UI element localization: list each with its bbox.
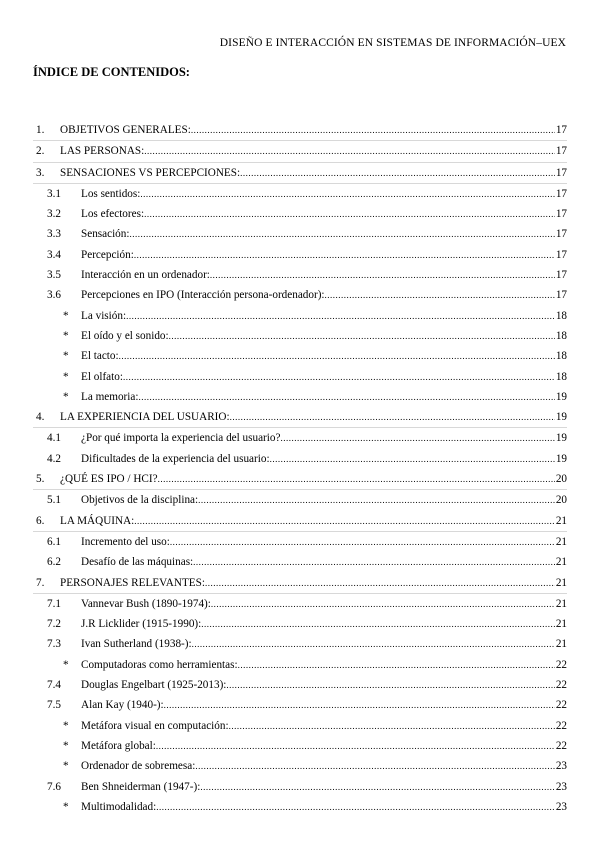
toc-entry-number: * xyxy=(63,390,69,403)
toc-entry[interactable] xyxy=(33,797,567,817)
toc-entry[interactable] xyxy=(33,634,567,654)
toc-entry-number: * xyxy=(63,719,69,732)
toc-entry-number: 5.1 xyxy=(47,494,61,507)
dot-leader xyxy=(134,245,555,265)
toc-entry[interactable] xyxy=(33,407,567,428)
toc-entry-page-number: 22 xyxy=(555,699,567,712)
dot-leader xyxy=(195,756,554,776)
toc-entry-number: 4.2 xyxy=(47,452,61,465)
toc-entry[interactable] xyxy=(33,449,567,469)
running-header: DISEÑO E INTERACCIÓN EN SISTEMAS DE INFORMACIÓN–UEX xyxy=(219,37,566,49)
toc-entry[interactable] xyxy=(33,736,567,756)
toc-entry-line xyxy=(81,285,567,305)
toc-entry-number: 7.4 xyxy=(47,679,61,692)
toc-entry-line xyxy=(81,449,567,469)
toc-entry-label: Los sentidos: xyxy=(81,187,141,200)
toc-entry-number: 3.6 xyxy=(47,289,61,302)
toc-entry-line xyxy=(60,163,567,183)
toc-entry-label: Objetivos de la disciplina: xyxy=(81,494,199,507)
toc-entry-page-number: 17 xyxy=(555,145,567,158)
toc-entry-line xyxy=(81,532,567,552)
toc-entry-line xyxy=(81,224,567,244)
dot-leader xyxy=(158,469,555,489)
toc-entry-line xyxy=(81,184,567,204)
toc-entry[interactable] xyxy=(33,306,567,326)
toc-entry[interactable] xyxy=(33,326,567,346)
toc-entry-page-number: 18 xyxy=(555,370,567,383)
toc-title: ÍNDICE DE CONTENIDOS: xyxy=(33,65,190,79)
toc-entry-label: Metáfora global: xyxy=(81,739,156,752)
toc-entry-page-number: 22 xyxy=(555,719,567,732)
toc-entry[interactable] xyxy=(33,756,567,776)
toc-entry-number: 7.5 xyxy=(47,699,61,712)
toc-entry-number: * xyxy=(63,309,69,322)
toc-entry-line xyxy=(81,797,567,817)
dot-leader xyxy=(193,552,555,572)
toc-entry[interactable] xyxy=(33,614,567,634)
toc-entry-number: * xyxy=(63,658,69,671)
toc-entry-line xyxy=(81,265,567,285)
toc-entry[interactable] xyxy=(33,428,567,448)
toc-entry-line xyxy=(81,655,567,675)
toc-entry-page-number: 21 xyxy=(555,576,567,589)
toc-entry-page-number: 18 xyxy=(555,350,567,363)
toc-entry-label: Douglas Engelbart (1925-2013): xyxy=(81,679,227,692)
toc-entry-number: * xyxy=(63,739,69,752)
toc-entry-page-number: 19 xyxy=(555,452,567,465)
toc-entry-number: 7.3 xyxy=(47,638,61,651)
toc-entry-line xyxy=(60,511,567,531)
toc-entry-number: 3.1 xyxy=(47,187,61,200)
toc-entry[interactable] xyxy=(33,367,567,387)
dot-leader xyxy=(170,532,555,552)
toc-entry-label: Incremento del uso: xyxy=(81,535,170,548)
toc-entry-number: 7. xyxy=(36,576,45,589)
toc-entry-page-number: 19 xyxy=(555,432,567,445)
toc-entry-label: El tacto: xyxy=(81,350,119,363)
dot-leader xyxy=(226,675,554,695)
toc-entry-label: Sensación: xyxy=(81,228,130,241)
dot-leader xyxy=(129,224,554,244)
toc-entry[interactable] xyxy=(33,346,567,366)
toc-entry-label: La visión: xyxy=(81,309,127,322)
toc-entry-page-number: 21 xyxy=(555,638,567,651)
dot-leader xyxy=(134,511,555,531)
toc-entry-number: 6.2 xyxy=(47,556,61,569)
dot-leader xyxy=(280,428,554,448)
toc-entry-page-number: 21 xyxy=(555,618,567,631)
dot-leader xyxy=(169,326,555,346)
toc-entry[interactable] xyxy=(33,265,567,285)
toc-entry-line xyxy=(81,777,567,797)
toc-entry-line xyxy=(81,594,567,614)
toc-entry-line xyxy=(81,204,567,224)
toc-entry-label: OBJETIVOS GENERALES: xyxy=(60,124,191,136)
toc-entry-label: El olfato: xyxy=(81,370,123,383)
dot-leader xyxy=(164,695,555,715)
dot-leader xyxy=(156,736,555,756)
toc-entry-label: ¿QUÉ ES IPO / HCI? xyxy=(60,473,158,486)
toc-entry-line xyxy=(60,407,567,427)
toc-entry-number: * xyxy=(63,350,69,363)
toc-entry-label: La memoria: xyxy=(81,390,139,403)
toc-entry-label: Percepciones en IPO (Interacción persona-ordenador): xyxy=(81,289,325,302)
toc-entry-number: 4. xyxy=(36,411,45,424)
toc-entry-label: Los efectores: xyxy=(81,208,145,221)
toc-entry[interactable] xyxy=(33,675,567,695)
toc-entry[interactable] xyxy=(33,655,567,675)
toc-entry-line xyxy=(81,675,567,695)
dot-leader xyxy=(240,163,555,183)
toc-entry-label: Dificultades de la experiencia del usuario: xyxy=(81,452,270,465)
toc-entry-page-number: 20 xyxy=(555,494,567,507)
dot-leader xyxy=(198,490,555,510)
toc-entry-page-number: 17 xyxy=(555,166,567,179)
toc-entry-line xyxy=(81,490,567,510)
dot-leader xyxy=(325,285,555,305)
toc-entry-line xyxy=(81,326,567,346)
toc-entry-page-number: 21 xyxy=(555,514,567,527)
toc-entry-label: Percepción: xyxy=(81,248,134,261)
toc-entry-page-number: 20 xyxy=(555,473,567,486)
toc-entry-page-number: 17 xyxy=(555,187,567,200)
toc-entry-label: SENSACIONES VS PERCEPCIONES: xyxy=(60,166,241,179)
toc-entry-label: LAS PERSONAS: xyxy=(60,145,145,158)
toc-entry[interactable] xyxy=(33,469,567,490)
toc-entry-number: * xyxy=(63,329,69,342)
toc-entry-line xyxy=(81,346,567,366)
toc-entry[interactable] xyxy=(33,204,567,224)
toc-entry-number: * xyxy=(63,800,69,813)
dot-leader xyxy=(138,387,554,407)
toc-entry-line xyxy=(81,428,567,448)
toc-entry-label: PERSONAJES RELEVANTES: xyxy=(60,576,205,589)
toc-entry-number: 3.5 xyxy=(47,269,61,282)
toc-entry-number: 7.2 xyxy=(47,618,61,631)
toc-entry-page-number: 18 xyxy=(555,309,567,322)
toc-entry-page-number: 17 xyxy=(555,208,567,221)
toc-entry-line xyxy=(81,695,567,715)
toc-entry-line xyxy=(81,756,567,776)
toc-entry[interactable] xyxy=(33,285,567,305)
toc-entry-line xyxy=(81,736,567,756)
dot-leader xyxy=(205,573,555,593)
toc-entry-line xyxy=(81,614,567,634)
toc-entry-number: 5. xyxy=(36,473,45,486)
dot-leader xyxy=(119,346,555,366)
toc-entry-line xyxy=(60,141,567,161)
toc-entry-page-number: 22 xyxy=(555,679,567,692)
toc-entry-line xyxy=(81,716,567,736)
toc-entry-number: 3.3 xyxy=(47,228,61,241)
toc-entry-label: Vannevar Bush (1890-1974): xyxy=(81,597,211,610)
toc-entry[interactable] xyxy=(33,141,567,162)
toc-entry-number: 1. xyxy=(36,124,45,136)
toc-entry-number: 7.6 xyxy=(47,780,61,793)
toc-entry-page-number: 17 xyxy=(555,248,567,261)
toc-entry-line xyxy=(81,245,567,265)
dot-leader xyxy=(123,367,555,387)
toc-entry[interactable] xyxy=(33,245,567,265)
toc-entry[interactable] xyxy=(33,163,567,184)
toc-entry-page-number: 22 xyxy=(555,658,567,671)
dot-leader xyxy=(126,306,555,326)
toc-entry-page-number: 22 xyxy=(555,739,567,752)
dot-leader xyxy=(144,141,555,161)
toc-entry-line xyxy=(81,306,567,326)
dot-leader xyxy=(238,655,555,675)
toc-entry-number: 3.2 xyxy=(47,208,61,221)
toc-entry[interactable] xyxy=(33,716,567,736)
toc-entry-label: El oído y el sonido: xyxy=(81,329,169,342)
toc-entry-page-number: 23 xyxy=(555,800,567,813)
dot-leader xyxy=(210,265,555,285)
toc-entry-label: Multimodalidad: xyxy=(81,800,157,813)
toc-entry-number: 3.4 xyxy=(47,248,61,261)
toc-entry-number: 3. xyxy=(36,166,45,179)
toc-entry-number: 7.1 xyxy=(47,597,61,610)
dot-leader xyxy=(140,184,554,204)
toc-entry-label: LA EXPERIENCIA DEL USUARIO: xyxy=(60,411,230,424)
toc-entry-label: Ivan Sutherland (1938-): xyxy=(81,638,192,651)
dot-leader xyxy=(270,449,555,469)
toc-entry-label: Computadoras como herramientas: xyxy=(81,658,238,671)
toc-entry-label: Alan Kay (1940-): xyxy=(81,699,164,712)
toc-entry-label: Ben Shneiderman (1947-): xyxy=(81,780,201,793)
toc-entry-label: Metáfora visual en computación: xyxy=(81,719,229,732)
dot-leader xyxy=(230,407,555,427)
toc-entry-label: J.R Licklider (1915-1990): xyxy=(81,618,202,631)
toc-entry[interactable] xyxy=(33,511,567,532)
toc-entry-line xyxy=(81,552,567,572)
toc-entry-page-number: 19 xyxy=(555,390,567,403)
toc-entry[interactable] xyxy=(33,184,567,204)
toc-entry-number: 6.1 xyxy=(47,535,61,548)
dot-leader xyxy=(191,120,555,140)
toc-entry-page-number: 17 xyxy=(555,124,567,136)
toc-entry[interactable] xyxy=(33,120,567,141)
toc-entry[interactable] xyxy=(33,490,567,510)
toc-entry-number: * xyxy=(63,760,69,773)
toc-entry-label: Desafío de las máquinas: xyxy=(81,556,194,569)
toc-entry-line xyxy=(60,469,567,489)
toc-entry[interactable] xyxy=(33,573,567,594)
toc-entry-line xyxy=(60,573,567,593)
dot-leader xyxy=(144,204,555,224)
dot-leader xyxy=(156,797,555,817)
toc-entry-page-number: 17 xyxy=(555,289,567,302)
toc-entry[interactable] xyxy=(33,387,567,407)
toc-entry-number: * xyxy=(63,370,69,383)
toc-entry-label: Interacción en un ordenador: xyxy=(81,269,210,282)
toc-entry-page-number: 18 xyxy=(555,329,567,342)
toc-entry-page-number: 23 xyxy=(555,780,567,793)
toc-entry-number: 6. xyxy=(36,514,45,527)
toc-entry-number: 4.1 xyxy=(47,432,61,445)
toc-entry-line xyxy=(81,387,567,407)
toc-entry-line xyxy=(60,120,567,140)
toc-entry[interactable] xyxy=(33,224,567,244)
toc-entry[interactable] xyxy=(33,552,567,572)
toc-entry-number: 2. xyxy=(36,145,45,158)
toc-entry-line xyxy=(81,634,567,654)
toc-entry[interactable] xyxy=(33,594,567,614)
dot-leader xyxy=(200,777,555,797)
toc-entry-page-number: 21 xyxy=(555,556,567,569)
toc-entry-label: LA MÁQUINA: xyxy=(60,514,135,527)
table-of-contents xyxy=(33,120,567,817)
toc-entry-label: Ordenador de sobremesa: xyxy=(81,760,196,773)
dot-leader xyxy=(192,634,555,654)
toc-entry-page-number: 23 xyxy=(555,760,567,773)
toc-entry[interactable] xyxy=(33,695,567,715)
dot-leader xyxy=(201,614,555,634)
toc-entry[interactable] xyxy=(33,777,567,797)
toc-entry-page-number: 21 xyxy=(555,535,567,548)
toc-entry-page-number: 21 xyxy=(555,597,567,610)
toc-entry-page-number: 19 xyxy=(555,411,567,424)
toc-entry-page-number: 17 xyxy=(555,269,567,282)
toc-entry-line xyxy=(81,367,567,387)
dot-leader xyxy=(211,594,555,614)
toc-entry[interactable] xyxy=(33,532,567,552)
toc-entry-page-number: 17 xyxy=(555,228,567,241)
toc-entry-label: ¿Por qué importa la experiencia del usuario? xyxy=(81,432,281,445)
dot-leader xyxy=(229,716,555,736)
